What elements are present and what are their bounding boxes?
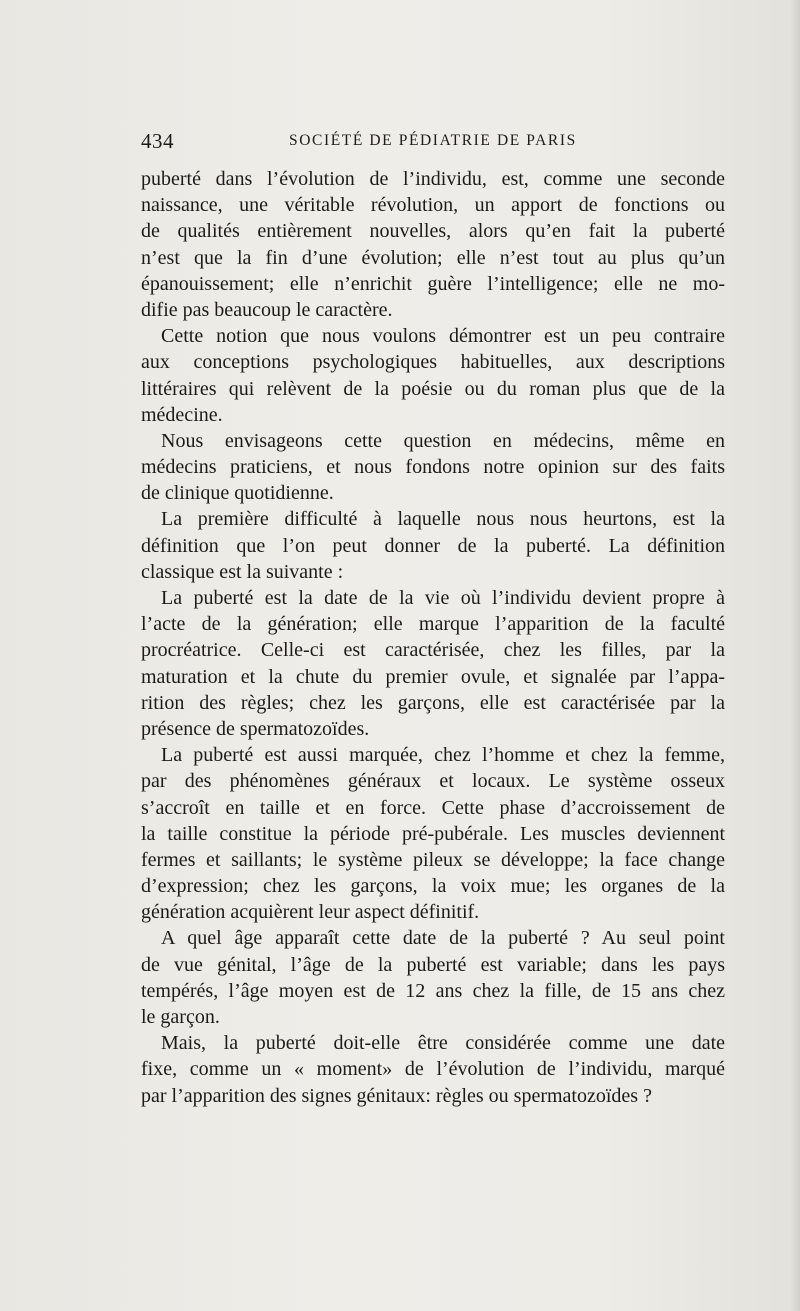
text-line: s’accroît en taille et en force. Cette phase d’accroissement de [141,796,725,819]
text-line: par l’apparition des signes génitaux: règles ou spermatozoïdes ? [141,1084,652,1107]
text-line: la taille constitue la période pré-pubérale. Les muscles deviennent [141,822,725,845]
text-line: tempérés, l’âge moyen est de 12 ans chez la fille, de 15 ans chez [141,979,725,1002]
paragraph-first-line: Nous envisageons cette question en médecins, même en [161,429,725,452]
text-line: l’acte de la génération; elle marque l’apparition de la faculté [141,613,725,636]
paragraph-first-line: La puberté est la date de la vie où l’individu devient propre à [161,587,725,609]
paragraph-first-line: La première difficulté à laquelle nous nous heurtons, est la [161,508,725,531]
text-line: par des phénomènes généraux et locaux. Le système osseux [141,770,725,793]
text-line: difie pas beaucoup le caractère. [141,298,393,321]
text-line: fermes et saillants; le système pileux se développe; la face change [141,848,725,871]
page-number: 434 [141,129,174,153]
text-line: médecine. [141,403,223,426]
text-line: de clinique quotidienne. [141,482,334,505]
text-line: rition des règles; chez les garçons, elle est caractérisée par la [141,691,725,714]
text-line: définition que l’on peut donner de la puberté. La définition [141,534,725,557]
text-line: de qualités entièrement nouvelles, alors qu’en fait la puberté [141,220,725,243]
text-line: médecins praticiens, et nous fondons notre opinion sur des faits [141,456,725,479]
text-line: génération acquièrent leur aspect définitif. [141,901,480,924]
text-line: classique est la suivante : [141,560,344,583]
text-line: maturation et la chute du premier ovule, et signalée par l’appa- [141,665,725,688]
text-line: puberté dans l’évolution de l’individu, est, comme une seconde [141,168,725,190]
paragraph-first-line: La puberté est aussi marquée, chez l’homme et chez la femme, [161,744,725,767]
text-line: procréatrice. Celle-ci est caractérisée, chez les filles, par la [141,639,725,662]
paragraph-first-line: Mais, la puberté doit-elle être considérée comme une date [161,1032,725,1055]
text-line: n’est que la fin d’une évolution; elle n’est tout au plus qu’un [141,246,725,269]
text-line: aux conceptions psychologiques habituelles, aux descriptions [141,351,725,374]
text-line: présence de spermatozoïdes. [141,717,370,740]
paragraph-first-line: A quel âge apparaît cette date de la puberté ? Au seul point [161,927,725,950]
page-edge-shadow [790,0,800,1311]
body-text [141,166,725,1109]
text-line: le garçon. [141,1006,220,1028]
running-head [141,129,725,155]
text-line: d’expression; chez les garçons, la voix mue; les organes de la [141,875,725,898]
text-line: de vue génital, l’âge de la puberté est variable; dans les pays [141,953,725,976]
text-line: littéraires qui relèvent de la poésie ou du roman plus que de la [141,377,725,400]
text-line: épanouissement; elle n’enrichit guère l’intelligence; elle ne mo- [141,272,725,295]
running-title: SOCIÉTÉ DE PÉDIATRIE DE PARIS [289,132,577,149]
text-line: fixe, comme un « moment» de l’évolution de l’individu, marqué [141,1058,725,1081]
paragraph-first-line: Cette notion que nous voulons démontrer est un peu contraire [161,325,725,348]
text-line: naissance, une véritable révolution, un apport de fonctions ou [141,194,725,217]
